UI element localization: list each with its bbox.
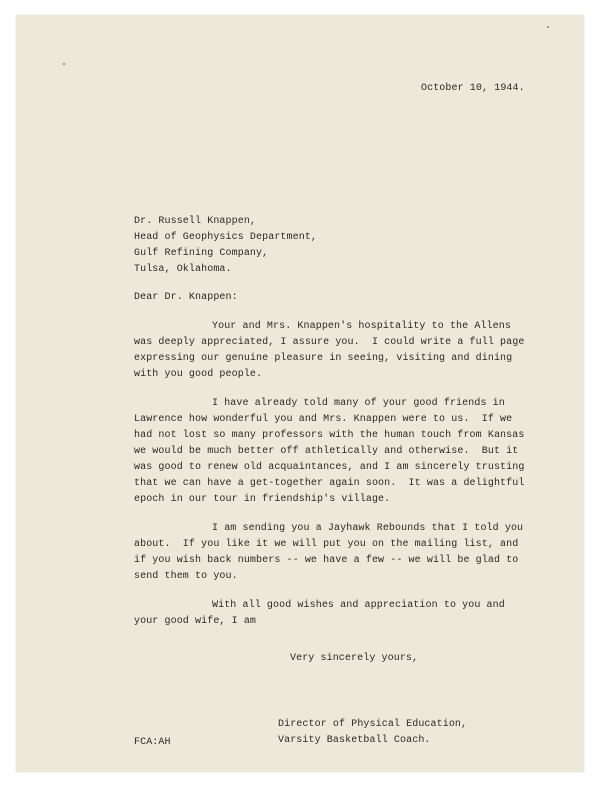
body-line: epoch in our tour in friendship's village. <box>134 494 391 505</box>
paper-speck <box>63 63 65 65</box>
letter-page <box>16 15 584 772</box>
body-line: I have already told many of your good friends in <box>212 398 505 409</box>
body-line: with you good people. <box>134 369 263 380</box>
body-line: Lawrence how wonderful you and Mrs. Knappen were to us. If we <box>134 414 513 425</box>
body-line: With all good wishes and appreciation to you and <box>212 600 505 611</box>
salutation: Dear Dr. Knappen: <box>134 292 238 303</box>
body-line: that we can have a get-together again soon. It was a delightful <box>134 478 525 489</box>
complimentary-close: Very sincerely yours, <box>290 653 419 664</box>
body-line: about. If you like it we will put you on the mailing list, and <box>134 539 519 550</box>
paper-speck <box>547 26 549 28</box>
recipient-line: Dr. Russell Knappen, <box>134 216 257 227</box>
body-line: had not lost so many professors with the human touch from Kansas <box>134 430 525 441</box>
typist-initials: FCA:AH <box>134 737 171 748</box>
signature-title-line: Varsity Basketball Coach. <box>278 735 431 746</box>
recipient-line: Gulf Refining Company, <box>134 248 269 259</box>
body-line: your good wife, I am <box>134 616 257 627</box>
body-line: we would be much better off athletically and otherwise. But it <box>134 446 519 457</box>
body-line: if you wish back numbers -- we have a few -- we will be glad to <box>134 555 519 566</box>
body-line: was deeply appreciated, I assure you. I could write a full page <box>134 337 525 348</box>
recipient-line: Tulsa, Oklahoma. <box>134 264 232 275</box>
body-line: expressing our genuine pleasure in seeing, visiting and dining <box>134 353 513 364</box>
body-line: I am sending you a Jayhawk Rebounds that I told you <box>212 523 524 534</box>
body-line: Your and Mrs. Knappen's hospitality to the Allens <box>212 321 511 332</box>
recipient-line: Head of Geophysics Department, <box>134 232 318 243</box>
body-line: send them to you. <box>134 571 238 582</box>
letter-date: October 10, 1944. <box>421 83 525 94</box>
signature-title-line: Director of Physical Education, <box>278 719 468 730</box>
body-line: was good to renew old acquaintances, and I am sincerely trusting <box>134 462 525 473</box>
